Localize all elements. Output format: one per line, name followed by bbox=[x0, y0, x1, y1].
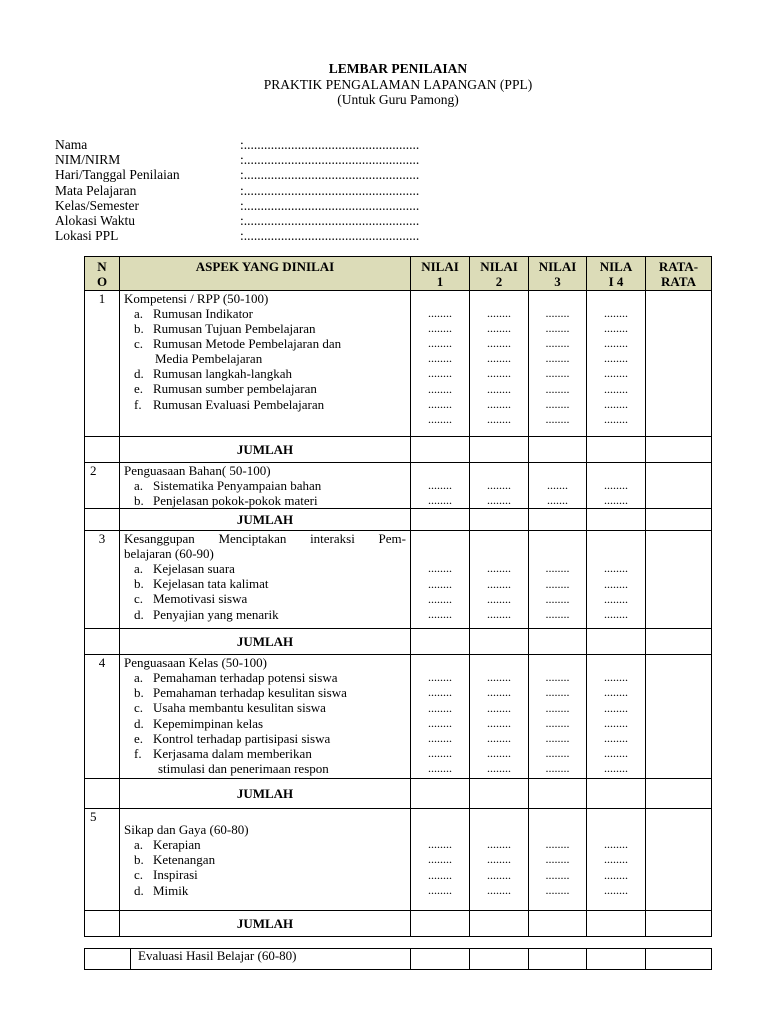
list-item: c. Inspirasi bbox=[134, 867, 198, 883]
jumlah-label: JUMLAH bbox=[120, 509, 411, 531]
list-item: b. Rumusan Tujuan Pembelajaran bbox=[134, 321, 316, 337]
list-item: e. Rumusan sumber pembelajaran bbox=[134, 381, 317, 397]
info-value: :.................................................... bbox=[240, 167, 420, 183]
jumlah-row bbox=[85, 779, 712, 809]
info-label: Hari/Tanggal Penilaian bbox=[55, 167, 180, 183]
document-note: (Untuk Guru Pamong) bbox=[337, 92, 459, 107]
score-cell[interactable]: ........ ........ ........ ........ ........ ........ ........ ........ bbox=[470, 291, 529, 437]
info-label: NIM/NIRM bbox=[55, 152, 121, 168]
score-cell[interactable]: ........ ........ ........ ........ bbox=[470, 809, 529, 911]
jumlah-label: JUMLAH bbox=[120, 629, 411, 655]
jumlah-cell[interactable] bbox=[411, 437, 470, 463]
score-cell[interactable]: ........ ........ ........ ........ bbox=[411, 809, 470, 911]
header-rata-rata: RATA- RATA bbox=[646, 257, 712, 291]
section-title: Kompetensi / RPP (50-100) bbox=[124, 291, 269, 306]
section-row bbox=[85, 531, 712, 629]
evaluation-label: Evaluasi Hasil Belajar (60-80) bbox=[131, 949, 411, 970]
list-item: a. Sistematika Penyampaian bahan bbox=[134, 478, 322, 493]
jumlah-cell[interactable] bbox=[646, 437, 712, 463]
header-nilai-2: NILAI 2 bbox=[470, 257, 529, 291]
section-number: 5 bbox=[85, 809, 120, 911]
info-label: Lokasi PPL bbox=[55, 228, 119, 244]
identity-block bbox=[55, 137, 419, 243]
jumlah-cell[interactable] bbox=[411, 629, 470, 655]
section-number: 4 bbox=[85, 655, 120, 779]
score-cell[interactable]: ........ ........ bbox=[411, 463, 470, 509]
jumlah-cell[interactable] bbox=[587, 911, 646, 937]
info-label: Nama bbox=[55, 137, 88, 152]
jumlah-cell[interactable] bbox=[470, 779, 529, 809]
info-row-kelas bbox=[55, 198, 419, 213]
info-value: :.................................................... bbox=[240, 152, 420, 168]
score-cell[interactable]: ........ ........ ........ ........ bbox=[529, 809, 587, 911]
section-number: 1 bbox=[85, 291, 120, 437]
list-item-continuation: Media Pembelajaran bbox=[155, 351, 263, 367]
list-item: b. Kejelasan tata kalimat bbox=[134, 576, 269, 592]
jumlah-cell[interactable] bbox=[587, 437, 646, 463]
evaluation-cell[interactable] bbox=[529, 949, 587, 970]
jumlah-row bbox=[85, 437, 712, 463]
section-title: Kesanggupan Menciptakan interaksi Pem- bbox=[124, 531, 406, 547]
list-item: a. Rumusan Indikator bbox=[134, 306, 254, 321]
list-item: c. Usaha membantu kesulitan siswa bbox=[134, 700, 326, 716]
info-row-lokasi bbox=[55, 228, 419, 243]
header-nilai-4: NILA I 4 bbox=[587, 257, 646, 291]
list-item: f. Kerjasama dalam memberikan bbox=[134, 745, 312, 761]
info-value: :.................................................... bbox=[240, 182, 420, 198]
jumlah-cell[interactable] bbox=[529, 437, 587, 463]
jumlah-cell[interactable] bbox=[470, 911, 529, 937]
jumlah-cell[interactable] bbox=[411, 911, 470, 937]
info-row-nim bbox=[55, 152, 419, 167]
section-aspect bbox=[120, 655, 411, 779]
score-cell[interactable]: ........ ........ ........ ........ ........ ........ ........ bbox=[587, 655, 646, 779]
list-item: d. Penyajian yang menarik bbox=[134, 606, 279, 622]
evaluation-cell[interactable] bbox=[411, 949, 470, 970]
info-row-tanggal bbox=[55, 167, 419, 182]
average-cell[interactable] bbox=[646, 291, 712, 437]
section-aspect bbox=[120, 531, 411, 629]
jumlah-cell[interactable] bbox=[646, 509, 712, 531]
evaluation-cell[interactable] bbox=[470, 949, 529, 970]
score-cell[interactable]: ........ ........ ........ ........ ........ ........ ........ bbox=[529, 655, 587, 779]
jumlah-cell[interactable] bbox=[646, 779, 712, 809]
section-row bbox=[85, 809, 712, 911]
section-row bbox=[85, 655, 712, 779]
score-cell[interactable]: ........ ........ bbox=[587, 463, 646, 509]
evaluation-table bbox=[84, 948, 712, 970]
jumlah-cell[interactable] bbox=[646, 911, 712, 937]
jumlah-row bbox=[85, 629, 712, 655]
header-aspek: ASPEK YANG DINILAI bbox=[120, 257, 411, 291]
assessment-table bbox=[84, 256, 712, 937]
jumlah-cell[interactable] bbox=[587, 509, 646, 531]
jumlah-cell[interactable] bbox=[529, 629, 587, 655]
list-item: b. Penjelasan pokok-pokok materi bbox=[134, 493, 318, 509]
list-item: b. Pemahaman terhadap kesulitan siswa bbox=[134, 685, 347, 701]
jumlah-label: JUMLAH bbox=[120, 911, 411, 937]
section-title-continuation: belajaran (60-90) bbox=[124, 546, 214, 562]
section-title: Penguasaan Bahan( 50-100) bbox=[124, 463, 271, 478]
document-subtitle: PRAKTIK PENGALAMAN LAPANGAN (PPL) bbox=[263, 76, 533, 92]
jumlah-cell[interactable] bbox=[529, 911, 587, 937]
info-label: Kelas/Semester bbox=[55, 197, 139, 213]
jumlah-cell[interactable] bbox=[411, 509, 470, 531]
section-aspect bbox=[120, 809, 411, 911]
score-cell[interactable]: ........ ........ ........ ........ bbox=[470, 531, 529, 629]
list-item: a. Pemahaman terhadap potensi siswa bbox=[134, 670, 338, 686]
jumlah-cell[interactable] bbox=[587, 629, 646, 655]
info-row-mapel bbox=[55, 183, 419, 198]
jumlah-row bbox=[85, 509, 712, 531]
average-cell[interactable] bbox=[646, 531, 712, 629]
list-item: d. Mimik bbox=[134, 882, 189, 898]
jumlah-cell[interactable] bbox=[587, 779, 646, 809]
jumlah-cell[interactable] bbox=[470, 509, 529, 531]
info-value: :.................................................... bbox=[240, 213, 420, 229]
list-item: a. Kerapian bbox=[134, 837, 201, 853]
list-item-continuation: stimulasi dan penerimaan respon bbox=[158, 760, 329, 776]
list-item: b. Ketenangan bbox=[134, 852, 216, 868]
info-value: :.................................................... bbox=[240, 137, 420, 152]
jumlah-row bbox=[85, 911, 712, 937]
table-header-row bbox=[85, 257, 712, 291]
jumlah-cell[interactable] bbox=[470, 437, 529, 463]
document-title: LEMBAR PENILAIAN bbox=[328, 61, 468, 76]
score-cell[interactable]: ........ ........ ........ ........ bbox=[587, 531, 646, 629]
section-title: Penguasaan Kelas (50-100) bbox=[124, 655, 267, 671]
header-nilai-3: NILAI 3 bbox=[529, 257, 587, 291]
document-header bbox=[0, 61, 768, 108]
score-cell[interactable]: ........ ........ ........ ........ bbox=[529, 531, 587, 629]
section-number: 3 bbox=[85, 531, 120, 629]
info-label: Alokasi Waktu bbox=[55, 213, 136, 229]
score-cell[interactable]: ........ ........ ........ ........ ........ ........ ........ ........ bbox=[529, 291, 587, 437]
section-aspect bbox=[120, 463, 411, 509]
header-nilai-1: NILAI 1 bbox=[411, 257, 470, 291]
info-value: :.................................................... bbox=[240, 228, 420, 244]
list-item: a. Kejelasan suara bbox=[134, 561, 235, 577]
list-item: d. Kepemimpinan kelas bbox=[134, 715, 264, 731]
average-cell[interactable] bbox=[646, 809, 712, 911]
section-row bbox=[85, 291, 712, 437]
score-cell[interactable]: ........ ........ ........ ........ ........ ........ ........ bbox=[470, 655, 529, 779]
score-cell[interactable]: ........ ........ ........ ........ bbox=[411, 531, 470, 629]
item-list bbox=[120, 670, 410, 776]
item-list bbox=[120, 478, 410, 508]
score-cell[interactable]: ........ ........ ........ ........ ........ ........ ........ bbox=[411, 655, 470, 779]
section-title: Sikap dan Gaya (60-80) bbox=[124, 822, 249, 838]
info-label: Mata Pelajaran bbox=[55, 182, 137, 198]
list-item: d. Rumusan langkah-langkah bbox=[134, 366, 292, 382]
score-cell[interactable]: ........ ........ ........ ........ ........ ........ ........ ........ bbox=[587, 291, 646, 437]
average-cell[interactable] bbox=[646, 655, 712, 779]
item-list bbox=[120, 561, 410, 621]
list-item: c. Rumusan Metode Pembelajaran dan bbox=[134, 336, 342, 352]
score-cell[interactable]: ....... ....... bbox=[529, 463, 587, 509]
list-item: e. Kontrol terhadap partisipasi siswa bbox=[134, 730, 331, 746]
score-cell[interactable]: ........ ........ ........ ........ bbox=[587, 809, 646, 911]
evaluation-cell[interactable] bbox=[646, 949, 712, 970]
evaluation-cell[interactable] bbox=[587, 949, 646, 970]
header-no: N O bbox=[85, 257, 120, 291]
item-list bbox=[120, 306, 410, 412]
list-item: c. Memotivasi siswa bbox=[134, 591, 248, 607]
info-row-waktu bbox=[55, 213, 419, 228]
score-cell[interactable]: ........ ........ bbox=[470, 463, 529, 509]
jumlah-cell[interactable] bbox=[411, 779, 470, 809]
section-row bbox=[85, 463, 712, 509]
jumlah-cell[interactable] bbox=[529, 779, 587, 809]
section-aspect bbox=[120, 291, 411, 437]
jumlah-cell[interactable] bbox=[646, 629, 712, 655]
evaluation-row bbox=[85, 949, 712, 970]
average-cell[interactable] bbox=[646, 463, 712, 509]
jumlah-cell[interactable] bbox=[529, 509, 587, 531]
jumlah-cell[interactable] bbox=[470, 629, 529, 655]
score-cell[interactable]: ........ ........ ........ ........ ........ ........ ........ ........ bbox=[411, 291, 470, 437]
section-number: 2 bbox=[85, 463, 120, 509]
jumlah-label: JUMLAH bbox=[120, 779, 411, 809]
info-value: :.................................................... bbox=[240, 197, 420, 213]
jumlah-label: JUMLAH bbox=[120, 437, 411, 463]
info-row-nama bbox=[55, 137, 419, 152]
item-list bbox=[120, 837, 410, 897]
list-item: f. Rumusan Evaluasi Pembelajaran bbox=[134, 396, 325, 412]
